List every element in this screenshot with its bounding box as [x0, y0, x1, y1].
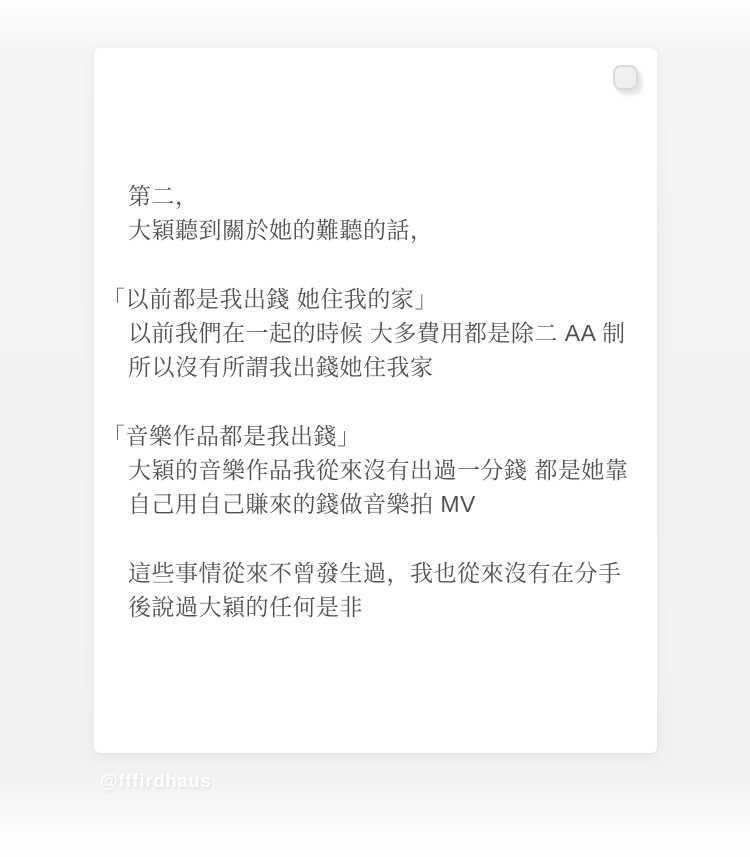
text-line: 所以沒有所謂我出錢她住我家 [128, 354, 434, 380]
text-line: 自己用自己賺來的錢做音樂拍 MV [128, 491, 476, 517]
watermark-handle: @fffirdhaus [100, 771, 212, 791]
quote-paragraph [102, 282, 629, 384]
text-line: 以前我們在一起的時候 大多費用都是除二 AA 制 [128, 320, 626, 346]
letter-text [102, 179, 629, 624]
text-line: 大穎的音樂作品我從來沒有出過一分錢 都是她靠 [128, 457, 629, 483]
paragraph [128, 179, 629, 247]
text-line: 這些事情從來不曾發生過，我也從來沒有在分手 [128, 560, 622, 586]
text-line: 「以前都是我出錢 她住我的家」 [102, 286, 438, 312]
rounded-square-sticker-icon [613, 65, 638, 90]
paragraph [128, 556, 629, 624]
text-line: 第二， [128, 183, 199, 209]
text-line: 後說過大穎的任何是非 [128, 594, 363, 620]
quote-paragraph [102, 419, 629, 521]
text-line: 「音樂作品都是我出錢」 [102, 423, 361, 449]
text-line: 大穎聽到關於她的難聽的話， [128, 217, 434, 243]
letter-card [94, 48, 657, 753]
